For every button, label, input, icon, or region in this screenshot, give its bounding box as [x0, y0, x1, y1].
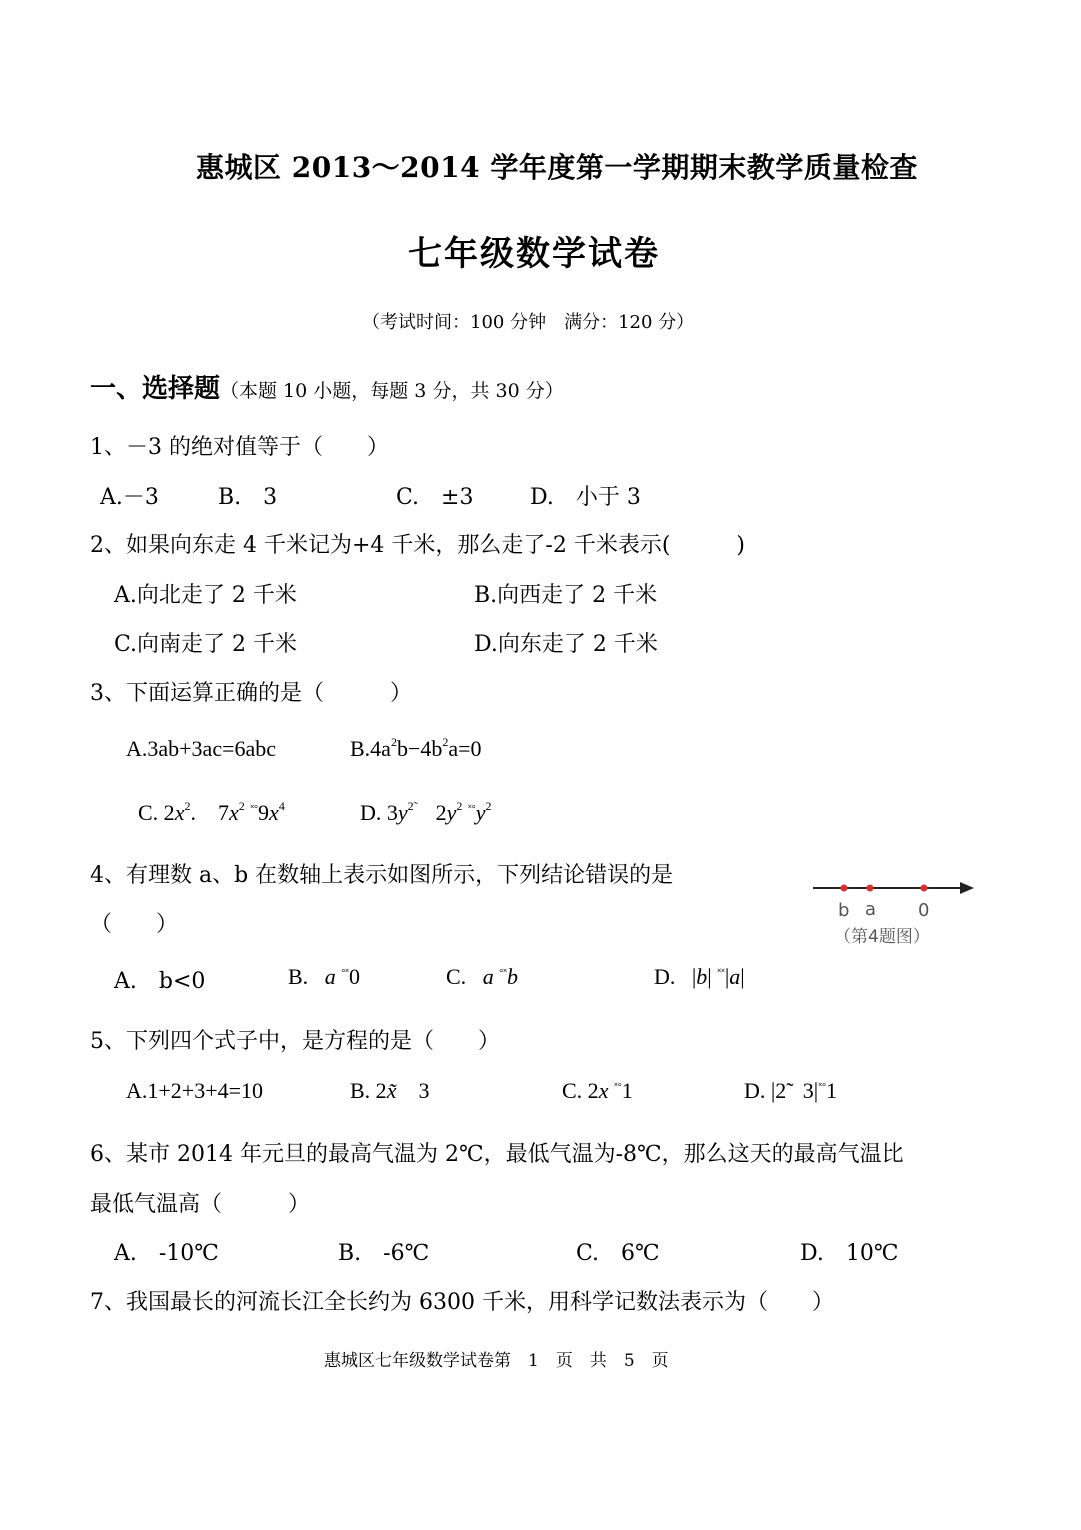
q3-c-part: 9 — [258, 800, 270, 825]
point-zero — [921, 885, 928, 892]
number-line-figure — [810, 872, 980, 952]
q4-d-bar: | — [740, 964, 745, 989]
q2-option-a: A.向北走了 2 千米 — [114, 583, 297, 608]
q1-option-d: D. 小于 3 — [530, 485, 641, 510]
q4-b-symbol: °˟ — [341, 968, 350, 979]
q3-b-exp: 2 — [390, 735, 397, 749]
q2-option-d: D.向东走了 2 千米 — [474, 632, 658, 657]
point-a — [867, 885, 874, 892]
q6-option-a: A. -10℃ — [114, 1241, 219, 1266]
exam-title: 惠城区 2013～2014 学年度第一学期期末教学质量检查 — [196, 151, 918, 184]
q3-d-part: 2 — [435, 800, 447, 825]
q4-d-var: a — [729, 964, 741, 989]
q4-c-var: a — [482, 964, 494, 989]
question-3: 3、下面运算正确的是（ ） — [90, 681, 412, 706]
q4-d-part: D. — [654, 964, 676, 989]
q3-option-b — [350, 736, 482, 762]
q5-c-part: 1 — [621, 1078, 633, 1103]
q3-b-part: B.4a — [350, 736, 391, 761]
q4-c-symbol: °˟ — [499, 968, 508, 979]
q3-b-part: b−4b — [396, 736, 443, 761]
q3-d-var: y — [446, 800, 457, 825]
q4-option-d — [654, 964, 745, 990]
q4-d-symbol: ˟˟ — [717, 968, 725, 979]
q3-c-var: x — [269, 800, 279, 825]
q4-option-c — [446, 964, 518, 990]
q3-c-var: x — [228, 800, 239, 825]
q4-option-a: A. b<0 — [114, 969, 206, 994]
q4-b-part: B. — [288, 964, 309, 989]
q2-option-b: B.向西走了 2 千米 — [474, 583, 658, 608]
q3-b-part: a=0 — [448, 736, 482, 761]
q5-d-part: 1 — [826, 1078, 838, 1103]
q6-option-c: C. 6℃ — [576, 1241, 660, 1266]
q3-d-var: y — [397, 800, 408, 825]
q3-c-part: C. 2 — [138, 800, 175, 825]
q5-option-d — [744, 1078, 837, 1104]
q4-d-bar: | — [724, 964, 730, 989]
question-6-line-1: 6、某市 2014 年元旦的最高气温为 2℃，最低气温为-8℃，那么这天的最高气温比 — [90, 1142, 904, 1167]
question-2: 2、如果向东走 4 千米记为+4 千米，那么走了-2 千米表示( ) — [90, 533, 745, 558]
q3-c-exp: 4 — [278, 799, 285, 813]
section-title: 一、选择题 — [90, 374, 221, 404]
q3-option-a: A.3ab+3ac=6abc — [126, 736, 277, 761]
q3-d-var: y — [475, 800, 486, 825]
figure-caption: （第4题图） — [834, 927, 930, 947]
q5-d-symbol: ˟° — [818, 1082, 827, 1093]
q3-b-exp: 2 — [442, 735, 449, 749]
q5-d-part: |2̃ — [770, 1078, 787, 1103]
q1-option-b: B. 3 — [218, 485, 278, 510]
q4-c-var: b — [507, 964, 519, 989]
q5-c-symbol: ˟° — [613, 1082, 622, 1093]
label-a: a — [865, 899, 877, 920]
exam-subtitle: 七年级数学试卷 — [408, 234, 660, 274]
question-5: 5、下列四个式子中，是方程的是（ ） — [90, 1029, 500, 1054]
section-heading — [90, 368, 564, 405]
exam-meta: （考试时间：100 分钟 满分：120 分） — [362, 312, 695, 333]
q5-option-b — [350, 1078, 429, 1104]
q3-c-part: . — [190, 800, 196, 825]
q4-option-b — [288, 964, 360, 990]
q5-option-c — [562, 1078, 633, 1104]
label-b: b — [838, 900, 850, 921]
q5-b-var: x̃ — [386, 1078, 397, 1103]
q5-c-part: C. 2 — [562, 1078, 599, 1103]
q3-c-exp: 2 — [238, 799, 245, 813]
q3-option-c — [138, 800, 285, 826]
q2-option-c: C.向南走了 2 千米 — [114, 632, 298, 657]
q5-b-part: B. 2 — [350, 1078, 387, 1103]
q3-c-symbol: ˟° — [250, 804, 259, 815]
number-line-arrow — [960, 882, 974, 894]
q5-d-part: 3| — [802, 1078, 819, 1103]
q4-d-var: b — [696, 964, 708, 989]
q4-c-part: C. — [446, 964, 467, 989]
q1-option-a: A.－3 — [100, 485, 159, 510]
q4-d-bar: | — [691, 964, 697, 989]
page-footer: 惠城区七年级数学试卷第 1 页 共 5 页 — [324, 1351, 669, 1371]
q1-option-c: C. ±3 — [396, 485, 474, 510]
q3-d-exp: 2 — [485, 799, 492, 813]
q4-b-part: 0 — [349, 964, 361, 989]
question-6-line-2: 最低气温高（ ） — [90, 1192, 311, 1217]
q5-b-part: 3 — [418, 1078, 430, 1103]
q5-d-part: D. — [744, 1078, 766, 1103]
q3-option-d — [360, 800, 492, 826]
q6-option-d: D. 10℃ — [800, 1241, 899, 1266]
point-b — [841, 885, 848, 892]
question-1: 1、－3 的绝对值等于（ ） — [90, 435, 389, 460]
question-7: 7、我国最长的河流长江全长约为 6300 千米，用科学记数法表示为（ ） — [90, 1290, 834, 1315]
q3-c-exp: 2 — [184, 799, 191, 813]
q3-c-var: x — [174, 800, 185, 825]
q3-d-symbol: ˟° — [467, 804, 476, 815]
label-zero: 0 — [918, 900, 930, 921]
q5-c-var: x — [598, 1078, 609, 1103]
q3-d-exp: 2 — [456, 799, 463, 813]
question-4: 4、有理数 a、b 在数轴上表示如图所示，下列结论错误的是 — [90, 863, 674, 888]
q4-b-var: a — [324, 964, 336, 989]
question-4-bracket: （ ） — [90, 912, 179, 937]
q5-option-a: A.1+2+3+4=10 — [126, 1078, 264, 1103]
section-note: （本题 10 小题，每题 3 分，共 30 分） — [220, 380, 564, 402]
q3-d-exp: 2̃ — [407, 799, 414, 813]
q6-option-b: B. -6℃ — [338, 1241, 430, 1266]
q3-d-part: D. 3 — [360, 800, 398, 825]
q4-d-bar: | — [707, 964, 712, 989]
q3-c-part: 7 — [217, 800, 229, 825]
